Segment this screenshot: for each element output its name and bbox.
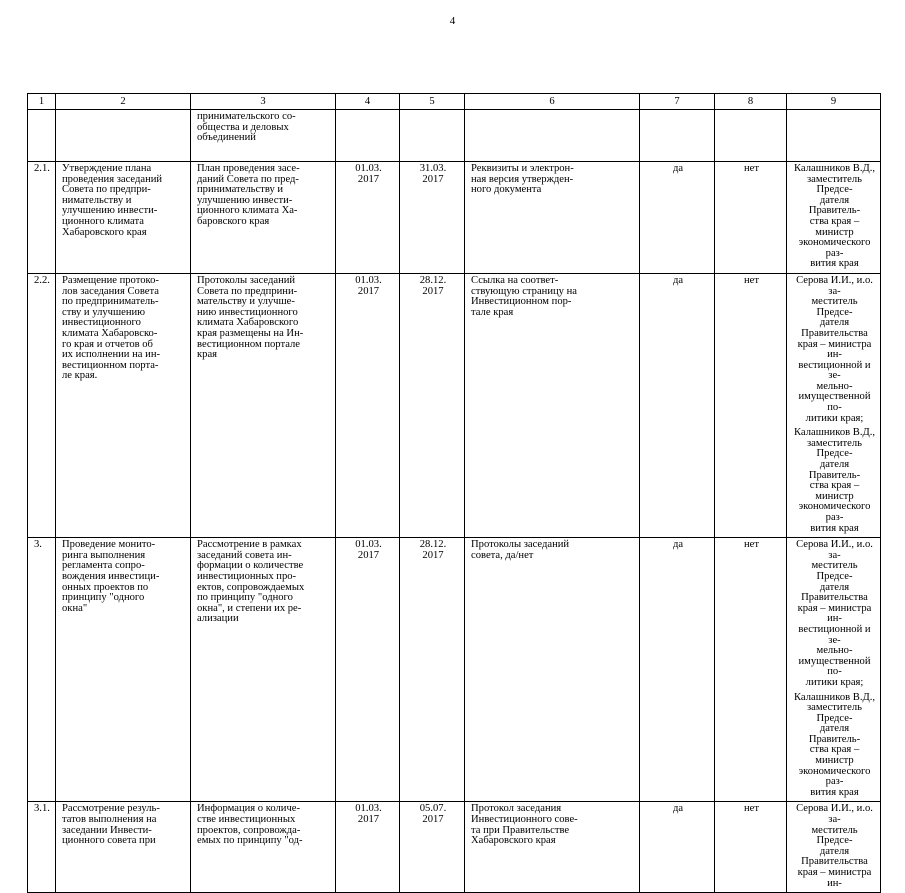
cell-col7 (640, 110, 715, 162)
header-cell-5: 5 (400, 94, 465, 110)
executor-entry: Калашников В.Д., заместитель Предсе- дателя Правитель- ства края – министр экономического раз- вития края (794, 691, 875, 798)
cell-col8: нет (715, 802, 787, 893)
cell-end: 05.07. 2017 (400, 802, 465, 893)
cell-col7: да (640, 538, 715, 802)
header-cell-9: 9 (787, 94, 881, 110)
cell-event (56, 110, 191, 162)
cell-start: 01.03. 2017 (336, 538, 400, 802)
cell-end: 28.12. 2017 (400, 273, 465, 537)
cell-executors (787, 110, 881, 162)
cell-executors (787, 273, 881, 537)
cell-event: Размещение протоко- лов заседания Совета по предприниматель- ству и улучшению инвестиционного климата Хабаровско- го края и отчетов об их исполнении на ин- вестиционном порта- ле края. (56, 273, 191, 537)
cell-executors (787, 802, 881, 893)
cell-end: 31.03. 2017 (400, 162, 465, 274)
cell-result: Протоколы заседаний Совета по предприни- мательству и улучше- нию инвестиционного климата Хабаровского края размещены на Ин- вестиционном портале края (191, 273, 336, 537)
executor-entry: Серова И.И., и.о. за- меститель Предсе- дателя Правительства края – министра ин- вестиционной и зе- мельно- имущественной по- литики края; (796, 539, 873, 688)
cell-num: 2.1. (28, 162, 56, 274)
cell-start (336, 110, 400, 162)
cell-indicator: Протокол заседания Инвестиционного сове- та при Правительстве Хабаровского края (465, 802, 640, 893)
cell-start: 01.03. 2017 (336, 273, 400, 537)
cell-indicator (465, 110, 640, 162)
cell-result: План проведения засе- даний Совета по пред- принимательству и улучшению инвести- ционного климата Ха- баровского края (191, 162, 336, 274)
cell-col8 (715, 110, 787, 162)
cell-event: Проведение монито- ринга выполнения регламента сопро- вождения инвестици- онных проектов по принципу "одного окна" (56, 538, 191, 802)
header-row (28, 94, 881, 110)
header-cell-4: 4 (336, 94, 400, 110)
executor-entry: Калашников В.Д., заместитель Предсе- дателя Правитель- ства края – министр экономического раз- вития края (794, 427, 875, 534)
cell-start: 01.03. 2017 (336, 802, 400, 893)
cell-executors (787, 162, 881, 274)
table-row (28, 802, 881, 893)
table-row (28, 162, 881, 274)
cell-col7: да (640, 273, 715, 537)
cell-num (28, 110, 56, 162)
header-cell-2: 2 (56, 94, 191, 110)
cell-col8: нет (715, 162, 787, 274)
cell-executors (787, 538, 881, 802)
header-cell-6: 6 (465, 94, 640, 110)
executor-entry: Серова И.И., и.о. за- меститель Предсе- дателя Правительства края – министра ин- вестиционной и зе- мельно- имущественной по- литики края; (796, 274, 873, 424)
cell-col7: да (640, 162, 715, 274)
page-number: 4 (449, 15, 456, 27)
cell-end (400, 110, 465, 162)
cell-col8: нет (715, 273, 787, 537)
cell-start: 01.03. 2017 (336, 162, 400, 274)
cell-event: Рассмотрение резуль- татов выполнения на заседании Инвести- ционного совета при (56, 802, 191, 893)
plan-table (27, 93, 881, 893)
cell-col8: нет (715, 538, 787, 802)
cell-result: Рассмотрение в рамках заседаний совета ин- формации о количестве инвестиционных про- ектов, сопровождаемых по принципу "одного окна", и степени их ре- ализации (191, 538, 336, 802)
executor-entry: Калашников В.Д., заместитель Предсе- дателя Правитель- ства края – министр экономического раз- вития края (794, 163, 875, 270)
cell-indicator: Протоколы заседаний совета, да/нет (465, 538, 640, 802)
executor-entry: Серова И.И., и.о. за- меститель Предсе- дателя Правительства края – министра ин- (796, 803, 873, 889)
cell-num: 2.2. (28, 273, 56, 537)
cell-indicator: Ссылка на соответ- ствующую страницу на Инвестиционном пор- тале края (465, 273, 640, 537)
continuation-row (28, 110, 881, 162)
cell-result: Информация о количе- стве инвестиционных проектов, сопровожда- емых по принципу "од- (191, 802, 336, 893)
cell-event: Утверждение плана проведения заседаний Совета по предпри- нимательству и улучшению инвести- ционного климата Хабаровского края (56, 162, 191, 274)
cell-result: принимательского со- общества и деловых объединений (191, 110, 336, 162)
cell-num: 3.1. (28, 802, 56, 893)
table-row (28, 273, 881, 537)
table-row (28, 538, 881, 802)
cell-indicator: Реквизиты и электрон- ная версия утвержден- ного документа (465, 162, 640, 274)
cell-num: 3. (28, 538, 56, 802)
cell-col7: да (640, 802, 715, 893)
header-cell-1: 1 (28, 94, 56, 110)
header-cell-8: 8 (715, 94, 787, 110)
table-body (28, 110, 881, 893)
cell-end: 28.12. 2017 (400, 538, 465, 802)
header-cell-7: 7 (640, 94, 715, 110)
header-cell-3: 3 (191, 94, 336, 110)
